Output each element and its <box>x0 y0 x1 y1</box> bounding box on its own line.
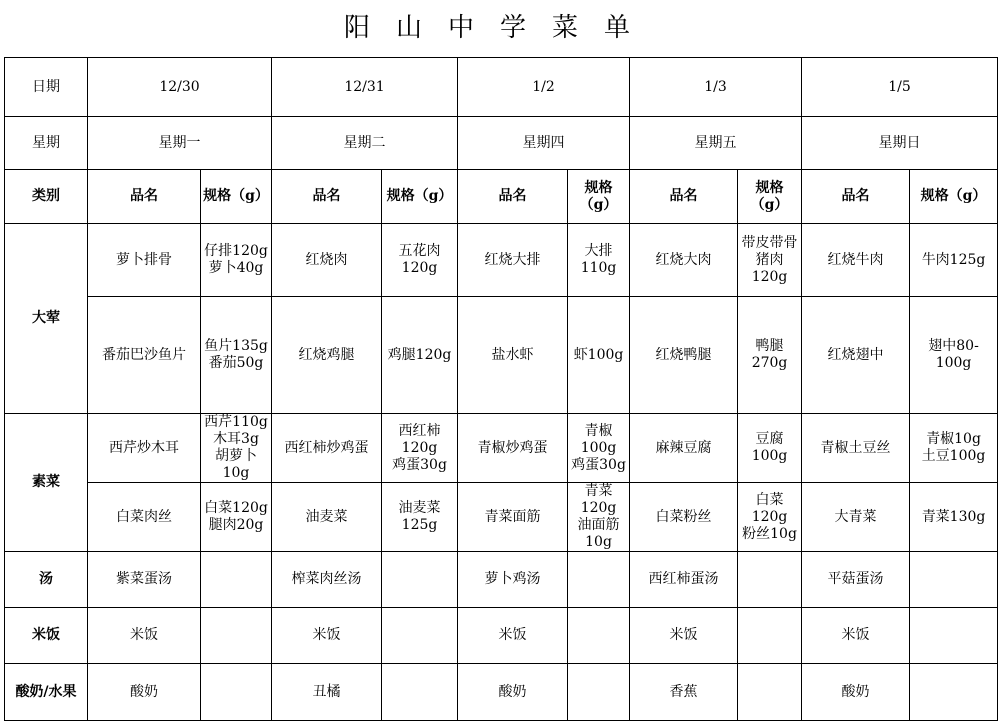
dish-spec <box>201 414 272 483</box>
empty-spec-cell <box>738 552 802 608</box>
rice-item: 米饭 <box>802 608 910 664</box>
empty-spec-cell <box>910 608 998 664</box>
dish-name: 西芹炒木耳 <box>88 414 201 483</box>
dish-name: 青椒炒鸡蛋 <box>458 414 568 483</box>
empty-spec-cell <box>738 664 802 721</box>
dish-name-header: 品名 <box>88 170 201 224</box>
spec-header: 规格（g） <box>382 170 458 224</box>
spec-line: 木耳3g <box>213 431 259 447</box>
dish-spec <box>568 224 630 297</box>
date-cell: 1/5 <box>802 58 998 117</box>
dish-spec <box>910 297 998 414</box>
spec-line: 豆腐100g <box>751 431 788 464</box>
veg-row-2 <box>5 483 998 552</box>
spec-header: 规格（g） <box>201 170 272 224</box>
dish-spec <box>738 414 802 483</box>
weekday-cell: 星期一 <box>88 117 272 170</box>
spec-line: 带皮带骨 <box>741 234 798 251</box>
category-dessert: 酸奶/水果 <box>5 664 88 721</box>
spec-line: 番茄50g <box>208 355 264 371</box>
dish-spec <box>201 483 272 552</box>
dish-name-header: 品名 <box>458 170 568 224</box>
date-label: 日期 <box>5 58 88 117</box>
spec-line: 大排110g <box>580 243 617 276</box>
spec-line: 萝卜40g <box>208 260 264 276</box>
spec-line: 仔排120g <box>204 243 268 259</box>
spec-line: 青菜120g <box>580 483 617 516</box>
category-rice: 米饭 <box>5 608 88 664</box>
spec-line: 油麦菜125g <box>398 500 441 533</box>
dessert-row <box>5 664 998 721</box>
dish-spec <box>568 483 630 552</box>
column-header-row <box>5 170 998 224</box>
category-veg: 素菜 <box>5 414 88 552</box>
spec-line: 粉丝10g <box>742 525 797 542</box>
spec-line: 胡萝卜10g <box>215 448 257 481</box>
dessert-item: 丑橘 <box>272 664 382 721</box>
weekday-cell: 星期五 <box>630 117 802 170</box>
spec-line: 腿肉20g <box>208 517 264 533</box>
dish-spec <box>738 224 802 297</box>
spec-line: 五花肉120g <box>398 243 441 276</box>
dish-name: 青椒土豆丝 <box>802 414 910 483</box>
dessert-item: 酸奶 <box>88 664 201 721</box>
spec-line: 白菜120g <box>751 491 788 525</box>
dish-spec <box>910 414 998 483</box>
soup-item: 紫菜蛋汤 <box>88 552 201 608</box>
weekday-cell: 星期四 <box>458 117 630 170</box>
menu-table <box>4 57 998 721</box>
spec-line: 鸡蛋30g <box>392 456 447 473</box>
dish-name: 青菜面筋 <box>458 483 568 552</box>
empty-spec-cell <box>910 552 998 608</box>
dish-spec <box>568 414 630 483</box>
dish-name: 西红柿炒鸡蛋 <box>272 414 382 483</box>
empty-spec-cell <box>201 664 272 721</box>
dish-spec <box>382 224 458 297</box>
soup-item: 平菇蛋汤 <box>802 552 910 608</box>
dish-name-header: 品名 <box>272 170 382 224</box>
spec-line: 牛肉125g <box>921 251 986 268</box>
soup-item: 西红柿蛋汤 <box>630 552 738 608</box>
dish-spec <box>382 297 458 414</box>
category-header: 类别 <box>5 170 88 224</box>
spec-line: 鸡蛋30g <box>571 456 626 473</box>
dish-name: 白菜肉丝 <box>88 483 201 552</box>
spec-header: 规格（g） <box>910 170 998 224</box>
dish-name: 萝卜排骨 <box>88 224 201 297</box>
rice-item: 米饭 <box>630 608 738 664</box>
meat-row-2 <box>5 297 998 414</box>
dessert-item: 香蕉 <box>630 664 738 721</box>
spec-line: 鸭腿270g <box>751 338 788 371</box>
date-cell: 1/2 <box>458 58 630 117</box>
empty-spec-cell <box>382 664 458 721</box>
spec-line: 青椒100g <box>580 422 617 456</box>
dish-name-header: 品名 <box>630 170 738 224</box>
category-soup: 汤 <box>5 552 88 608</box>
dish-spec <box>382 483 458 552</box>
category-meat: 大荤 <box>5 224 88 414</box>
dish-spec <box>201 297 272 414</box>
weekday-row <box>5 117 998 170</box>
rice-item: 米饭 <box>88 608 201 664</box>
spec-line: 鸡腿120g <box>387 346 452 363</box>
dish-spec <box>738 297 802 414</box>
dish-name: 油麦菜 <box>272 483 382 552</box>
empty-spec-cell <box>568 664 630 721</box>
dish-name-header: 品名 <box>802 170 910 224</box>
dish-spec <box>910 224 998 297</box>
dish-name: 白菜粉丝 <box>630 483 738 552</box>
date-cell: 1/3 <box>630 58 802 117</box>
spec-line: 10g <box>585 534 612 550</box>
dish-name: 盐水虾 <box>458 297 568 414</box>
dish-name: 红烧肉 <box>272 224 382 297</box>
empty-spec-cell <box>201 552 272 608</box>
dish-spec <box>568 297 630 414</box>
veg-row-1 <box>5 414 998 483</box>
spec-line: 西芹110g <box>204 414 268 430</box>
empty-spec-cell <box>568 552 630 608</box>
empty-spec-cell <box>910 664 998 721</box>
spec-line: 青椒10g <box>926 431 981 447</box>
dish-spec <box>201 224 272 297</box>
soup-item: 萝卜鸡汤 <box>458 552 568 608</box>
dish-name: 红烧鸡腿 <box>272 297 382 414</box>
dish-name: 红烧鸭腿 <box>630 297 738 414</box>
dish-spec <box>738 483 802 552</box>
spec-line: 白菜120g <box>204 500 268 516</box>
meat-row-1 <box>5 224 998 297</box>
dish-spec <box>382 414 458 483</box>
dish-name: 麻辣豆腐 <box>630 414 738 483</box>
soup-item: 榨菜肉丝汤 <box>272 552 382 608</box>
dish-spec <box>910 483 998 552</box>
empty-spec-cell <box>201 608 272 664</box>
dish-name: 大青菜 <box>802 483 910 552</box>
spec-header: 规格 （g） <box>568 170 630 224</box>
weekday-label: 星期 <box>5 117 88 170</box>
empty-spec-cell <box>382 608 458 664</box>
rice-item: 米饭 <box>272 608 382 664</box>
dish-name: 红烧大排 <box>458 224 568 297</box>
soup-row <box>5 552 998 608</box>
dish-name: 番茄巴沙鱼片 <box>88 297 201 414</box>
empty-spec-cell <box>568 608 630 664</box>
menu-title: 阳山中学菜单 <box>343 13 656 43</box>
spec-line: 西红柿120g <box>398 422 441 456</box>
rice-item: 米饭 <box>458 608 568 664</box>
spec-line: 翅中80-100g <box>928 338 979 371</box>
dish-name: 红烧牛肉 <box>802 224 910 297</box>
spec-line: 猪肉120g <box>751 251 788 285</box>
weekday-cell: 星期日 <box>802 117 998 170</box>
dessert-item: 酸奶 <box>802 664 910 721</box>
dish-name: 红烧大肉 <box>630 224 738 297</box>
weekday-cell: 星期二 <box>272 117 458 170</box>
spec-header: 规格 （g） <box>738 170 802 224</box>
date-row <box>5 58 998 117</box>
spec-line: 油面筋 <box>577 517 620 533</box>
spec-line: 虾100g <box>573 346 624 363</box>
date-cell: 12/30 <box>88 58 272 117</box>
rice-row <box>5 608 998 664</box>
spec-line: 青菜130g <box>921 508 986 525</box>
dish-name: 红烧翅中 <box>802 297 910 414</box>
spec-line: 鱼片135g <box>204 338 268 354</box>
empty-spec-cell <box>738 608 802 664</box>
spec-line: 土豆100g <box>921 448 986 464</box>
date-cell: 12/31 <box>272 58 458 117</box>
empty-spec-cell <box>382 552 458 608</box>
dessert-item: 酸奶 <box>458 664 568 721</box>
